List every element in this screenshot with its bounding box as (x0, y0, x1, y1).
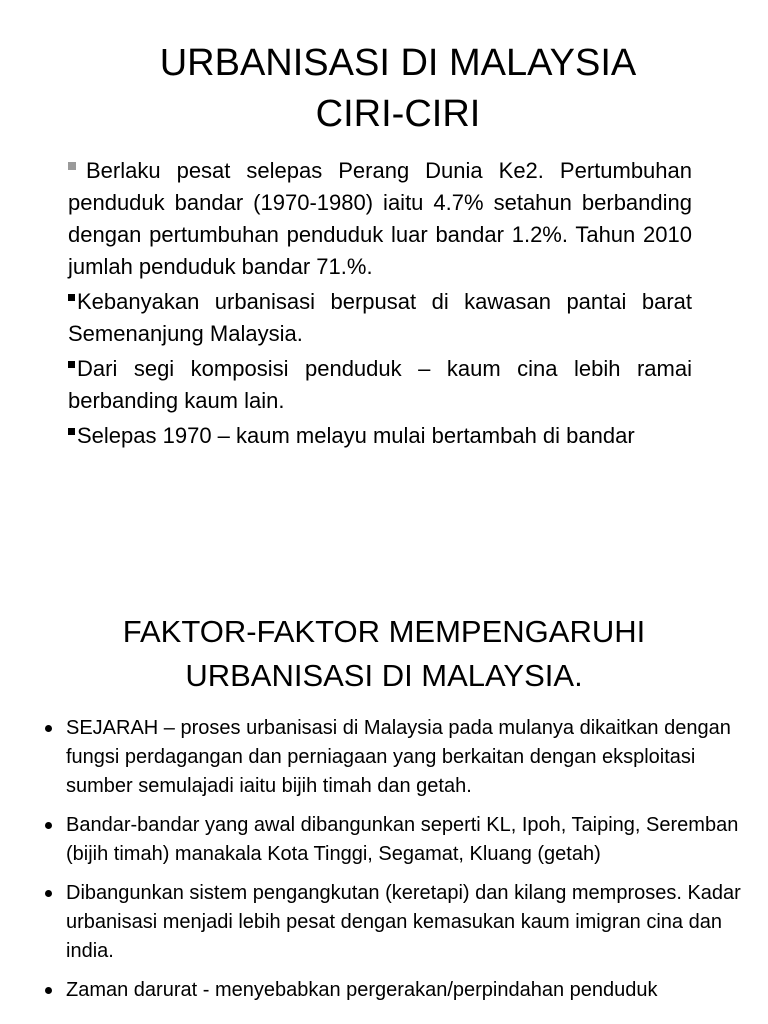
list-item (68, 286, 692, 350)
slide-title (0, 610, 768, 698)
round-bullet-icon (45, 822, 52, 829)
list-item (44, 811, 744, 869)
square-bullet-icon (68, 294, 75, 301)
title-line-2: CIRI-CIRI (315, 93, 481, 135)
square-bullet-icon (68, 162, 76, 170)
list-item (44, 879, 744, 966)
bullet-text: Berlaku pesat selepas Perang Dunia Ke2. Pertumbuhan penduduk bandar (1970-1980) iaitu 4.7% setahun berbanding dengan pertumbuhan penduduk luar bandar 1.2%. Tahun 2010 jumlah penduduk bandar 71.%. (68, 158, 692, 279)
round-bullet-icon (45, 987, 52, 994)
bullet-text: Kebanyakan urbanisasi berpusat di kawasan pantai barat Semenanjung Malaysia. (68, 289, 692, 346)
bullet-text: Zaman darurat - menyebabkan pergerakan/perpindahan penduduk (66, 979, 658, 1001)
bullet-text: Selepas 1970 – kaum melayu mulai bertambah di bandar (77, 423, 635, 448)
bullet-text: SEJARAH – proses urbanisasi di Malaysia pada mulanya dikaitkan dengan fungsi perdagangan dan perniagaan yang berkaitan dengan eksploitasi sumber semulajadi iaitu bijih timah dan getah. (66, 717, 731, 797)
bullet-text: Bandar-bandar yang awal dibangunkan seperti KL, Ipoh, Taiping, Seremban (bijih timah) manakala Kota Tinggi, Segamat, Kluang (getah) (66, 814, 739, 865)
list-item (44, 976, 744, 1005)
list-item (68, 420, 692, 452)
slide-title (0, 38, 768, 140)
bullet-text: Dibangunkan sistem pengangkutan (keretapi) dan kilang memproses. Kadar urbanisasi menjadi lebih pesat dengan kemasukan kaum imigran cina dan india. (66, 882, 741, 962)
title-line-1: URBANISASI DI MALAYSIA (159, 42, 637, 84)
list-item (44, 714, 744, 801)
bullet-list (68, 155, 692, 455)
bullet-text: Dari segi komposisi penduduk – kaum cina lebih ramai berbanding kaum lain. (68, 356, 692, 413)
square-bullet-icon (68, 361, 75, 368)
list-item (68, 155, 692, 283)
bullet-list (44, 714, 744, 1015)
slide-faktor (0, 560, 768, 1024)
round-bullet-icon (45, 725, 52, 732)
list-item (68, 353, 692, 417)
title-line-2: URBANISASI DI MALAYSIA. (185, 658, 583, 693)
square-bullet-icon (68, 428, 75, 435)
round-bullet-icon (45, 890, 52, 897)
title-line-1: FAKTOR-FAKTOR MEMPENGARUHI (122, 614, 646, 649)
